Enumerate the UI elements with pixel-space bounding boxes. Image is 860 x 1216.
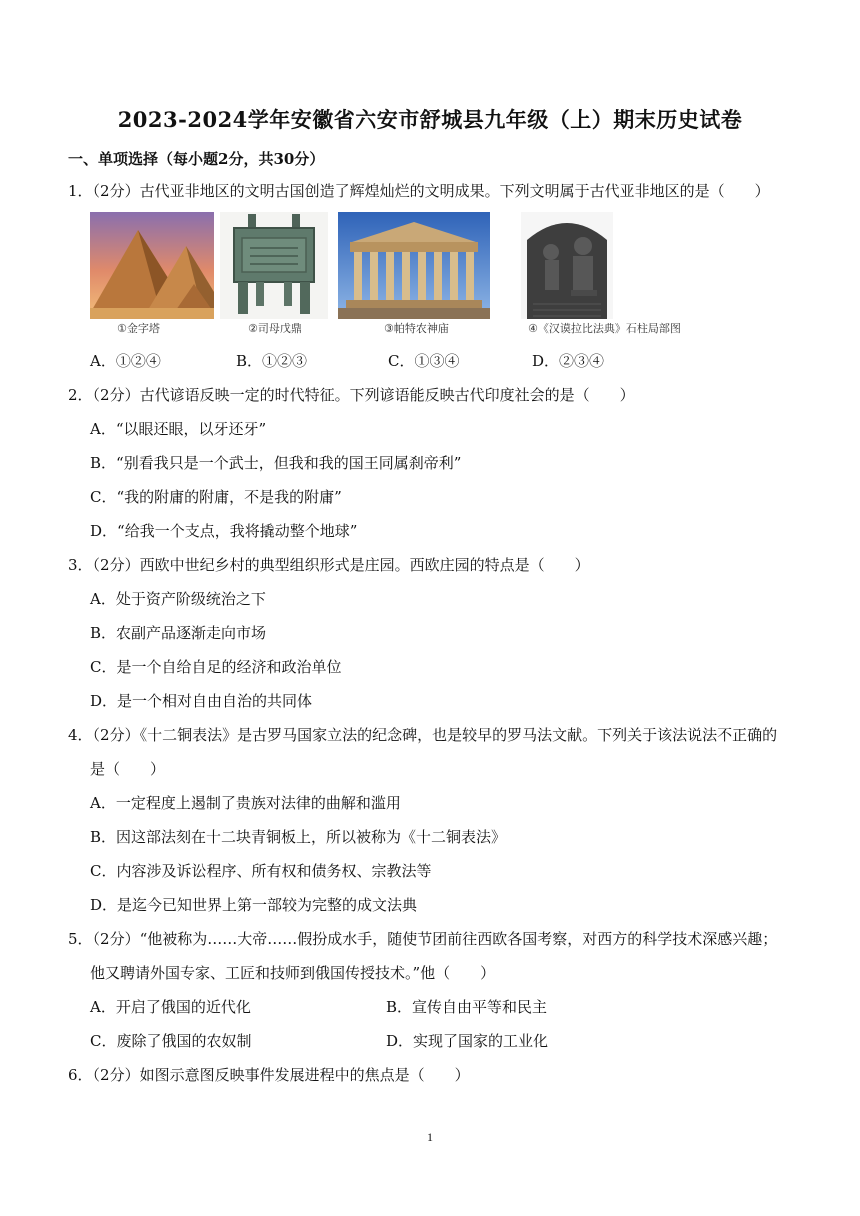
q1-option-b: B．①②③: [236, 352, 308, 370]
page-number: 1: [427, 1130, 433, 1144]
question-5-stem-line-2: 他又聘请外国专家、工匠和技师到俄国传授技术。”他（ ）: [90, 964, 496, 982]
q5-option-c: C．废除了俄国的农奴制: [90, 1032, 252, 1050]
parthenon-photo: [338, 212, 490, 319]
q1-option-c: C．①③④: [388, 352, 460, 370]
q3-option-b: B．农副产品逐渐走向市场: [90, 624, 267, 642]
q5-option-a: A．开启了俄国的近代化: [90, 998, 251, 1016]
q2-option-c: C．“我的附庸的附庸，不是我的附庸”: [90, 488, 342, 506]
q1-option-a: A．①②④: [90, 352, 161, 370]
question-1-stem: 1．（2分）古代亚非地区的文明古国创造了辉煌灿烂的文明成果。下列文明属于古代亚非地区的是（ ）: [68, 182, 770, 200]
question-4-stem-line-2: 是（ ）: [90, 760, 166, 778]
q5-option-d: D．实现了国家的工业化: [386, 1032, 549, 1050]
q4-option-a: A．一定程度上遏制了贵族对法律的曲解和滥用: [90, 794, 401, 812]
image-caption-2: ②司母戊鼎: [248, 322, 302, 335]
section-heading: 一、单项选择（每小题2分，共30分）: [68, 150, 325, 168]
question-3-stem: 3．（2分）西欧中世纪乡村的典型组织形式是庄园。西欧庄园的特点是（ ）: [68, 556, 590, 574]
q4-option-c: C．内容涉及诉讼程序、所有权和债务权、宗教法等: [90, 862, 432, 880]
question-4-stem-line-1: 4．（2分）《十二铜表法》是古罗马国家立法的纪念碑，也是较早的罗马法文献。下列关于该法说法不正确的: [68, 726, 778, 744]
image-caption-4: ④《汉谟拉比法典》石柱局部图: [528, 322, 681, 335]
pyramids-photo: [90, 212, 214, 319]
q4-option-d: D．是迄今已知世界上第一部较为完整的成文法典: [90, 896, 418, 914]
hammurabi-stele-photo: [521, 212, 613, 319]
exam-title: 2023-2024学年安徽省六安市舒城县九年级（上）期末历史试卷: [117, 107, 743, 132]
q5-option-b: B．宣传自由平等和民主: [386, 998, 548, 1016]
q1-option-d: D．②③④: [532, 352, 605, 370]
question-6-stem: 6．（2分）如图示意图反映事件发展进程中的焦点是（ ）: [68, 1066, 470, 1084]
q2-option-a: A．“以眼还眼，以牙还牙”: [90, 420, 267, 438]
q3-option-a: A．处于资产阶级统治之下: [90, 590, 266, 608]
q2-option-b: B．“别看我只是一个武士，但我和我的国王同属刹帝利”: [90, 454, 462, 472]
q3-option-c: C．是一个自给自足的经济和政治单位: [90, 658, 342, 676]
question-2-stem: 2．（2分）古代谚语反映一定的时代特征。下列谚语能反映古代印度社会的是（ ）: [68, 386, 635, 404]
bronze-ding-photo: [220, 212, 328, 319]
image-caption-3: ③帕特农神庙: [384, 322, 449, 335]
q3-option-d: D．是一个相对自由自治的共同体: [90, 692, 313, 710]
image-caption-1: ①金字塔: [117, 322, 160, 335]
q4-option-b: B．因这部法刻在十二块青铜板上，所以被称为《十二铜表法》: [90, 828, 507, 846]
question-5-stem-line-1: 5．（2分）“他被称为……大帝……假扮成水手，随使节团前往西欧各国考察，对西方的科学技术深感兴趣；: [68, 930, 778, 948]
q2-option-d: D．“给我一个支点，我将撬动整个地球”: [90, 522, 358, 540]
